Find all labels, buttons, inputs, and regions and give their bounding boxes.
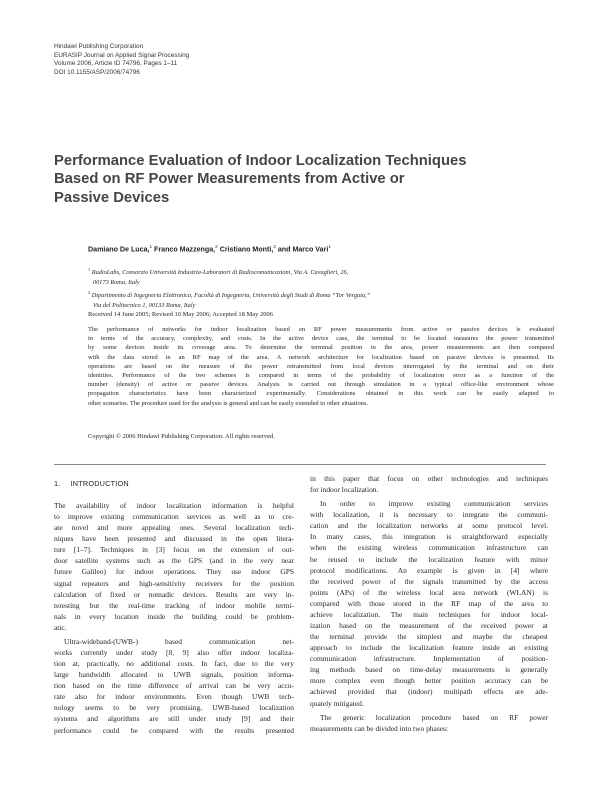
body-text-line: performance could be compared with the results presented: [54, 725, 294, 735]
left-column: [54, 500, 294, 736]
body-text-line: teresting but the real-time tracking of indoor mobile termi-: [54, 600, 294, 610]
title-line: Performance Evaluation of Indoor Localization Techniques: [54, 153, 467, 169]
affiliation-number: 1: [88, 267, 91, 272]
section-heading: [54, 479, 129, 488]
body-text-line: the terminal provide the simplest and maybe the cheapest: [310, 632, 548, 642]
body-text-line: ture [1–7]. Techniques in [3] focus on the extension of out-: [54, 545, 294, 555]
abstract-line: by some devices inside its coverage area. To determine the terminal position in the area, power measurements are then compared: [88, 344, 554, 352]
author-name: Cristiano Monti,: [219, 245, 274, 254]
affiliation-line: 00173 Roma, Italy: [93, 278, 140, 286]
author-affil-mark: 2: [273, 244, 276, 249]
body-text-line: to improve existing communication services as well as to cre-: [54, 512, 294, 522]
author-affil-mark: 2: [215, 244, 218, 249]
body-text-line: quately mitigated.: [310, 698, 364, 708]
journal-name: EURASIP Journal on Applied Signal Processing: [54, 51, 190, 59]
received-dates: Received 14 June 2005; Revised 10 May 2006; Accepted 18 May 2006: [88, 311, 274, 318]
abstract-line: in terms of the accuracy, complexity, and costs. In the active device case, the terminal to be located measures the power transmitted: [88, 335, 554, 343]
body-text-line: calculation of fixed or nomadic devices. Results are very in-: [54, 589, 294, 599]
body-text-line: achieved provided that (indoor) multipath effects are ade-: [310, 687, 548, 697]
abstract: [88, 325, 554, 408]
body-text-line: works currently under study [8, 9] also offer indoor localiza-: [54, 648, 294, 658]
body-text-line: with localization, it is necessary to integrate the communi-: [310, 510, 548, 520]
body-text-line: systems and algorithms are still under study [9] and their: [54, 714, 294, 724]
author-name: and Marco Vari: [277, 245, 329, 254]
body-text-line: Ultra-wideband-(UWB-) based communication net-: [64, 636, 294, 646]
paper-title: [54, 152, 554, 207]
body-text-line: nology seems to be very promising, UWB-based localization: [54, 703, 294, 713]
body-text-line: niques have been presented and discussed in the open litera-: [54, 534, 294, 544]
body-text-line: The availability of indoor localization information is helpful: [54, 501, 294, 510]
copyright-notice: Copyright © 2006 Hindawi Publishing Corporation. All rights reserved.: [88, 433, 275, 440]
affiliation: [88, 265, 558, 288]
body-text-line: when the existing wireless communication infrastructure can: [310, 543, 548, 553]
journal-header: [54, 43, 354, 77]
affiliation-line: Dipartimento di Ingegneria Elettronica, Facoltà di Ingegneria, Università degli Studi di Roma “Tor Vergata,”: [91, 291, 371, 299]
body-text-line: communication infrastructure. Implementation of position-: [310, 654, 548, 664]
body-text-line: ate novel and more appealing ones. Several localization tech-: [54, 523, 294, 533]
abstract-line: The performance of networks for indoor localization based on RF power measurements from active or passive devices is evaluated: [88, 326, 554, 333]
author-name: Franco Mazzenga,: [154, 245, 216, 254]
body-text-line: In many cases, this integration is straightforward especially: [310, 532, 548, 542]
abstract-line: other scenarios. The procedure used for the analysis is general and can be easily extended to other situations.: [88, 399, 368, 407]
abstract-line: operations are based on the measure of the power retransmitted from local devices interrogated by the terminal and on their: [88, 362, 554, 370]
body-text-line: large bandwidth allocated to UWB signals, position informa-: [54, 670, 294, 680]
abstract-line: with the data stored in an RF map of the area. A network architecture for localization based on passive devices is presented. Its: [88, 353, 554, 361]
body-text-line: rate also for indoor environments. Even though UWB tech-: [54, 692, 294, 702]
author-list: [88, 244, 558, 253]
body-text-line: In order to improve existing communication services: [320, 499, 548, 509]
affiliation-line: Via del Politecnico 1, 00133 Roma, Italy: [93, 301, 196, 309]
affiliation-number: 2: [88, 289, 91, 295]
body-text-line: tion at, practically, no additional costs. In fact, due to the very: [54, 659, 294, 669]
body-text-line: The generic localization procedure based on RF power: [320, 712, 548, 722]
affiliation: [88, 288, 558, 311]
body-text-line: tion based on the time difference of arrival can be very accu-: [54, 681, 294, 691]
volume-info: Volume 2006, Article ID 74796, Pages 1–11: [54, 60, 178, 68]
body-text-line: more complex even though better position accuracy can be: [310, 676, 548, 686]
body-text-line: protocol modifications. An example is given in [4] where: [310, 565, 548, 575]
affiliation-line: RadioLabs, Consorzio Università Industria-Laboratori di Radiocomunicazioni, Via A. Cavaglieri, 26,: [91, 269, 349, 277]
body-text-line: compared with those stored in the RF map of the area to: [310, 598, 548, 608]
section-number: 1.: [54, 479, 61, 488]
body-text-line: future Galileo) for indoor operations. They use indoor GPS: [54, 567, 294, 577]
publisher: Hindawi Publishing Corporation: [54, 43, 144, 50]
body-text-line: ization based on the measurement of the received power at: [310, 621, 548, 631]
body-text-line: approach to include the localization feature inside an existing: [310, 643, 548, 653]
body-text-line: points (APs) of the wireless local area network (WLAN) is: [310, 587, 548, 597]
body-text-line: in this paper that focus on other technologies and techniques: [310, 474, 548, 483]
body-text-line: achieve localization. The main techniques for indoor local-: [310, 609, 548, 619]
title-line: Based on RF Power Measurements from Active or: [54, 171, 405, 188]
author-name: Damiano De Luca,: [88, 245, 150, 254]
author-affil-mark: 1: [149, 244, 153, 249]
body-text-line: cation and the localization networks at some protocol level.: [310, 521, 548, 531]
abstract-line: number (density) of active or passive devices. Analysis is carried out through simulation in a typical office-like environment whose: [88, 381, 554, 389]
body-text-line: be reused to include the localization feature with minor: [310, 554, 548, 564]
body-text-line: measurements can be divided into two phases:: [310, 723, 448, 733]
body-text-line: atic.: [54, 622, 67, 632]
body-text-line: ing methods based on time-delay measurements is generally: [310, 665, 548, 675]
section-divider: [54, 464, 546, 465]
affiliations: [88, 265, 558, 310]
body-text-line: signal repeaters and high-sensitivity receivers for the position: [54, 578, 294, 588]
body-text-line: door satellite systems such as the GPS (and in the very near: [54, 556, 294, 566]
abstract-line: propagation characteristics have been characterized experimentally. Considerations obtained in this work can be easily adapted to: [88, 390, 554, 398]
author-affil-mark: 1: [328, 244, 331, 249]
body-text-line: the received power of the signals transmitted by the access: [310, 576, 548, 586]
section-title: INTRODUCTION: [70, 479, 129, 488]
body-text-line: for indoor localization.: [310, 485, 379, 495]
abstract-line: identities. Performance of the two schemes is compared in terms of the probability of localization error as a function of the: [88, 372, 554, 380]
title-line: Passive Devices: [54, 189, 170, 206]
body-text-line: nals in every location inside the building could be problem-: [54, 611, 294, 621]
doi: DOI 10.1155/ASP/2006/74796: [54, 68, 140, 76]
right-column: [310, 473, 548, 734]
